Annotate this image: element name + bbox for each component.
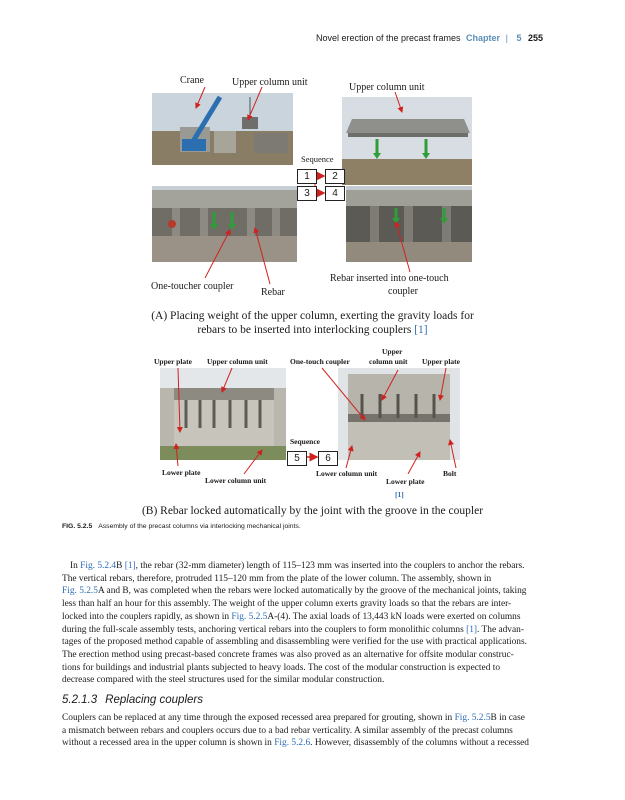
- paragraph-1: [62, 560, 562, 687]
- paragraph-1-line-2: The vertical rebars, therefore, protruded 115–120 mm from the plate of the lower column. The assembly, shown in: [62, 573, 492, 584]
- text-run: . The advan-: [477, 624, 524, 635]
- ref-1[interactable]: [1]: [124, 561, 136, 571]
- subcaption-b: (B) Rebar locked automatically by the joint with the groove in the coupler: [141, 505, 484, 517]
- section-number: 5.2.1.3: [62, 694, 98, 706]
- subcaption-a-ref[interactable]: [1]: [414, 324, 428, 336]
- figure-b-ref[interactable]: [1]: [395, 490, 404, 499]
- step-2-box: 2: [325, 169, 345, 184]
- paragraph-1-line-7: tages of the proposed method capable of assembling and disassembling were verified for the use with practical applications.: [62, 637, 527, 648]
- label-lower-column-unit-right: Lower column unit: [316, 469, 378, 478]
- label-upper-plate-right: Upper plate: [422, 357, 460, 366]
- text-run: A-(4). The axial loads of 13,443 kN loads were exerted on columns: [267, 611, 521, 622]
- text-run: B: [116, 561, 125, 571]
- figure-caption-text: Assembly of the precast columns via interlocking mechanical joints.: [98, 523, 301, 530]
- label-rebar-inserted-line1: Rebar inserted into one-touch: [330, 273, 449, 284]
- paragraph-1-line-10: decrease compared with the steel structures used for the similar modular construction.: [62, 675, 385, 686]
- label-upper-column-unit-left: Upper column unit: [232, 77, 308, 88]
- label-bolt: Bolt: [443, 469, 457, 478]
- text-run: . However, disassembly of the columns without a recessed: [310, 738, 529, 749]
- label-sequence-b: Sequence: [290, 437, 320, 446]
- subcaption-a-line2: [100, 324, 525, 336]
- label-one-touch-coupler: One-touch coupler: [290, 357, 350, 366]
- text-run: , the rebar (32-mm diameter) length of 115–123 mm was inserted into the couplers to anchor the rebars.: [135, 561, 525, 571]
- ref-fig-5-2-5[interactable]: Fig. 5.2.5: [454, 713, 491, 723]
- chapter-label: Chapter: [466, 33, 501, 43]
- paragraph-1-line-8: The erection method using precast-based concrete frames was also proved as an alternative for offsite modular construc-: [62, 649, 514, 660]
- ref-fig-5-2-5[interactable]: Fig. 5.2.5: [62, 586, 98, 597]
- paragraph-1-line-9: tions for buildings and industrial plants subjected to heavy loads. The cost of the modular construction is expected to: [62, 662, 501, 673]
- label-upper-column-unit-right: Upper column unit: [349, 82, 425, 93]
- header-separator: |: [505, 33, 508, 43]
- paragraph-1-line-6: [62, 624, 562, 637]
- label-upper-plate-left: Upper plate: [154, 357, 192, 366]
- label-rebar: Rebar: [261, 287, 285, 298]
- running-title: Novel erection of the precast frames: [315, 33, 461, 43]
- paragraph-2-line-2: a mismatch between rebars and couplers occurs due to a bad rebar verticality. A similar assembly of the precast columns: [62, 725, 513, 736]
- text-run: In: [70, 561, 81, 571]
- section-heading: [62, 694, 211, 706]
- label-lower-plate-right: Lower plate: [386, 477, 425, 486]
- step-4-box: 4: [325, 186, 345, 201]
- ref-1[interactable]: [1]: [466, 624, 478, 635]
- label-lower-plate-left: Lower plate: [162, 468, 201, 477]
- ref-fig-5-2-4[interactable]: Fig. 5.2.4: [80, 561, 117, 571]
- page-number: 255: [527, 33, 543, 43]
- step-1-box: 1: [297, 169, 317, 184]
- ref-fig-5-2-5[interactable]: Fig. 5.2.5: [231, 611, 268, 622]
- step-6-box: 6: [318, 451, 338, 466]
- label-sequence-a: Sequence: [301, 154, 334, 164]
- text-run: A and B, was completed when the rebars were locked automatically by the groove of the mechanical joints, taking: [97, 586, 527, 597]
- paragraph-1-line-3: [62, 585, 562, 598]
- text-run: during the full-scale assembly tests, anchoring vertical rebars into the couplers to form monolithic columns: [62, 624, 467, 635]
- section-title: Replacing couplers: [105, 694, 203, 706]
- paragraph-1-line-1: [62, 560, 562, 573]
- label-crane: Crane: [180, 75, 204, 86]
- paragraph-2-line-3: [62, 737, 562, 750]
- step-5-box: 5: [287, 451, 307, 466]
- figure-caption-label: FIG. 5.2.5: [62, 523, 93, 530]
- text-run: Couplers can be replaced at any time through the exposed recessed area prepared for grouting, shown in: [62, 713, 455, 723]
- subcaption-a-text: rebars to be inserted into interlocking couplers: [197, 324, 412, 336]
- ref-fig-5-2-6[interactable]: Fig. 5.2.6: [274, 738, 311, 749]
- paragraph-2-line-1: [62, 712, 562, 725]
- figure-caption: [62, 523, 301, 530]
- label-one-toucher-coupler: One-toucher coupler: [151, 281, 234, 292]
- label-upper-column-unit-b-left: Upper column unit: [207, 357, 268, 366]
- chapter-number: 5: [516, 33, 522, 43]
- text-run: B in case: [490, 713, 525, 723]
- label-rebar-inserted-line2: coupler: [388, 286, 418, 297]
- label-lower-column-unit-left: Lower column unit: [205, 476, 267, 485]
- label-upper-column-unit-b-right-line2: column unit: [369, 357, 408, 366]
- text-run: without a recessed area in the upper column is shown in: [62, 738, 275, 749]
- paragraph-1-line-5: [62, 611, 562, 624]
- label-upper-column-unit-b-right-line1: Upper: [382, 347, 403, 356]
- subcaption-a-line1: (A) Placing weight of the upper column, exerting the gravity loads for: [151, 310, 474, 322]
- text-run: locked into the couplers rapidly, as shown in: [62, 611, 232, 622]
- paragraph-1-line-4: less than half an hour for this assembly. The weight of the upper column exerts gravity loads so that the rebars are inter-: [62, 599, 512, 610]
- step-3-box: 3: [297, 186, 317, 201]
- paragraph-2: [62, 712, 562, 750]
